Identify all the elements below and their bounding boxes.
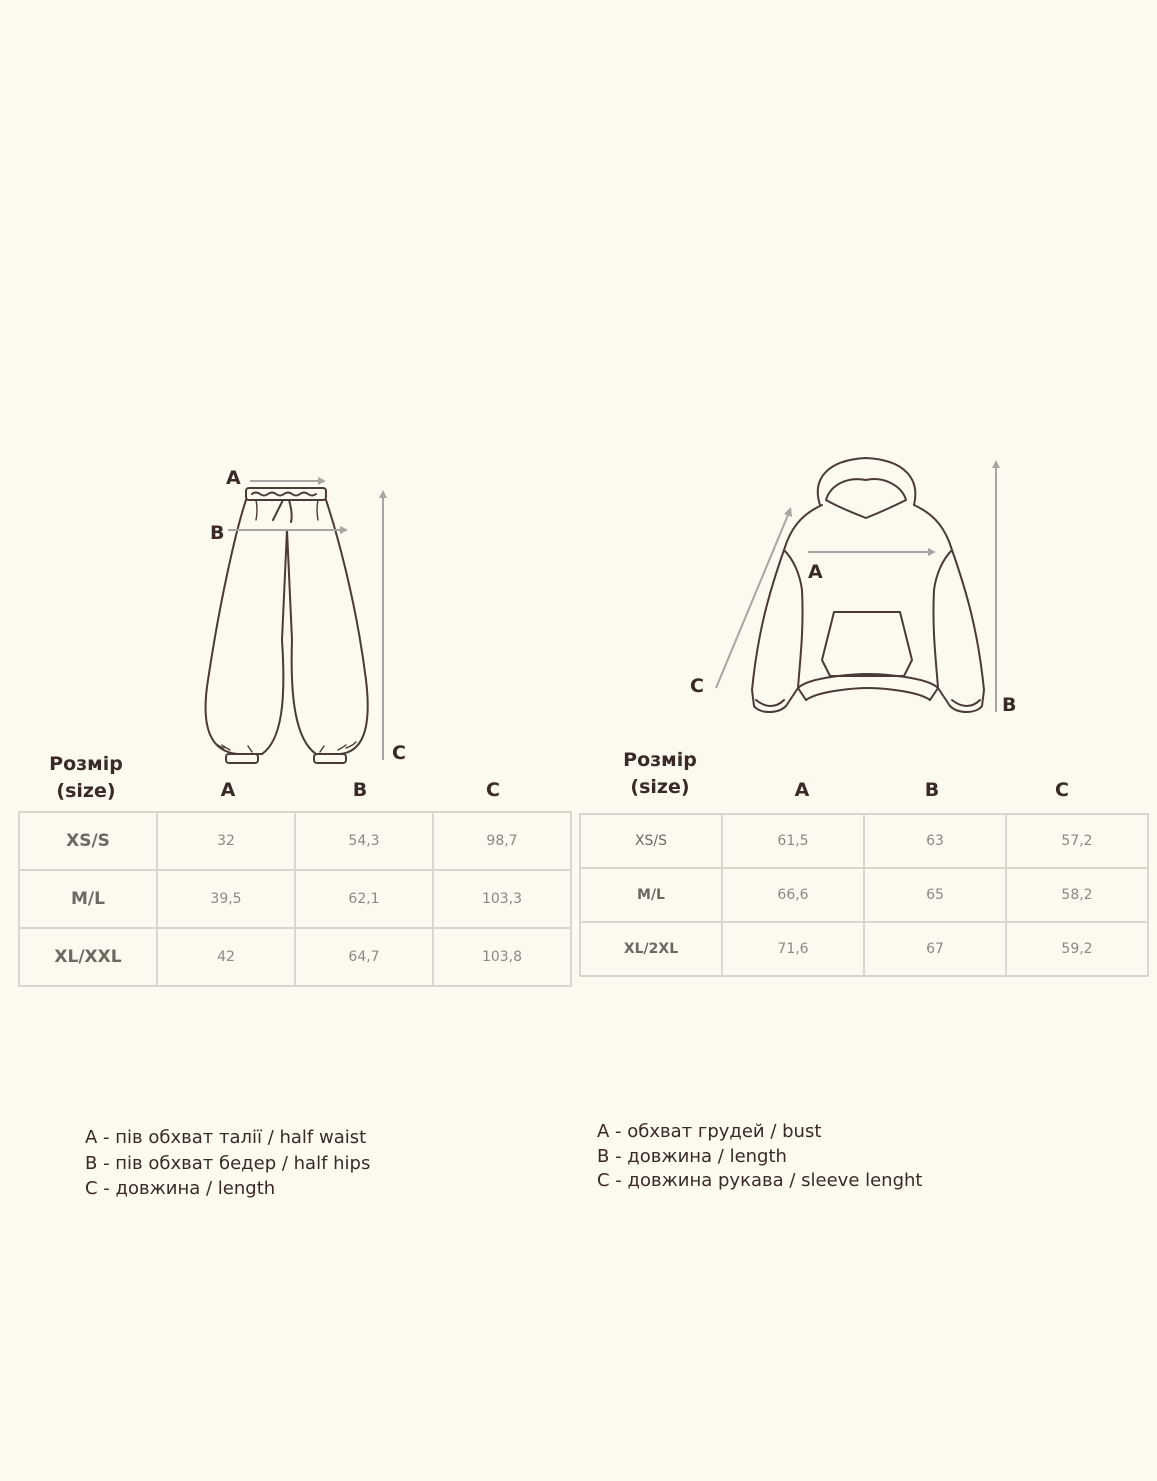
size-cell: M/L [19, 870, 157, 928]
hoodie-label-c: C [690, 675, 704, 697]
table-row [580, 814, 1148, 868]
value-cell-a: 61,5 [722, 814, 864, 868]
table-row [19, 870, 571, 928]
hoodie-size-header-line1: Розмір [623, 749, 697, 771]
table-row [19, 812, 571, 870]
hoodie-size-table [579, 813, 1149, 977]
value-cell-b: 62,1 [295, 870, 433, 928]
value-cell-b: 65 [864, 868, 1006, 922]
pants-col-c-header: C [486, 779, 500, 801]
pants-col-b-header: B [352, 779, 368, 801]
pants-label-b: B [210, 522, 225, 544]
hoodie-size-header [614, 747, 706, 801]
value-cell-c: 57,2 [1006, 814, 1148, 868]
hoodie-label-a: A [808, 561, 823, 583]
table-row [580, 922, 1148, 976]
value-cell-a: 32 [157, 812, 295, 870]
value-cell-a: 66,6 [722, 868, 864, 922]
hoodie-size-header-line2: (size) [630, 776, 690, 798]
pants-size-header [40, 751, 132, 805]
value-cell-b: 54,3 [295, 812, 433, 870]
table-row [580, 868, 1148, 922]
value-cell-c: 59,2 [1006, 922, 1148, 976]
size-cell: XS/S [580, 814, 722, 868]
pants-size-table [18, 811, 572, 987]
size-cell: XL/2XL [580, 922, 722, 976]
pants-legend [85, 1125, 370, 1202]
size-cell: XS/S [19, 812, 157, 870]
pants-size-header-line2: (size) [56, 780, 116, 802]
value-cell-c: 58,2 [1006, 868, 1148, 922]
legend-item: B - пів обхват бедер / half hips [85, 1152, 371, 1174]
legend-item: C - довжина рукава / sleeve lenght [597, 1170, 923, 1191]
pants-label-c: C [392, 742, 406, 764]
legend-item: C - довжина / length [85, 1178, 276, 1199]
hoodie-illustration [680, 450, 1030, 725]
value-cell-a: 42 [157, 928, 295, 986]
hoodie-legend [597, 1120, 923, 1194]
pants-size-header-line1: Розмір [49, 753, 123, 775]
value-cell-b: 64,7 [295, 928, 433, 986]
legend-item: B - довжина / length [597, 1145, 787, 1167]
size-cell: XL/XXL [19, 928, 157, 986]
pants-illustration [195, 460, 425, 770]
legend-item: A - обхват грудей / bust [597, 1121, 822, 1142]
hoodie-col-a-header: A [794, 779, 810, 801]
table-row [19, 928, 571, 986]
size-cell: M/L [580, 868, 722, 922]
hoodie-col-c-header: C [1055, 779, 1069, 801]
value-cell-c: 103,3 [433, 870, 571, 928]
value-cell-b: 67 [864, 922, 1006, 976]
hoodie-col-b-header: B [924, 779, 940, 801]
value-cell-a: 39,5 [157, 870, 295, 928]
hoodie-label-b: B [1002, 694, 1017, 716]
value-cell-c: 103,8 [433, 928, 571, 986]
value-cell-c: 98,7 [433, 812, 571, 870]
legend-item: A - пів обхват талії / half waist [85, 1127, 367, 1148]
value-cell-b: 63 [864, 814, 1006, 868]
pants-label-a: A [226, 467, 241, 489]
value-cell-a: 71,6 [722, 922, 864, 976]
pants-col-a-header: A [220, 779, 236, 801]
